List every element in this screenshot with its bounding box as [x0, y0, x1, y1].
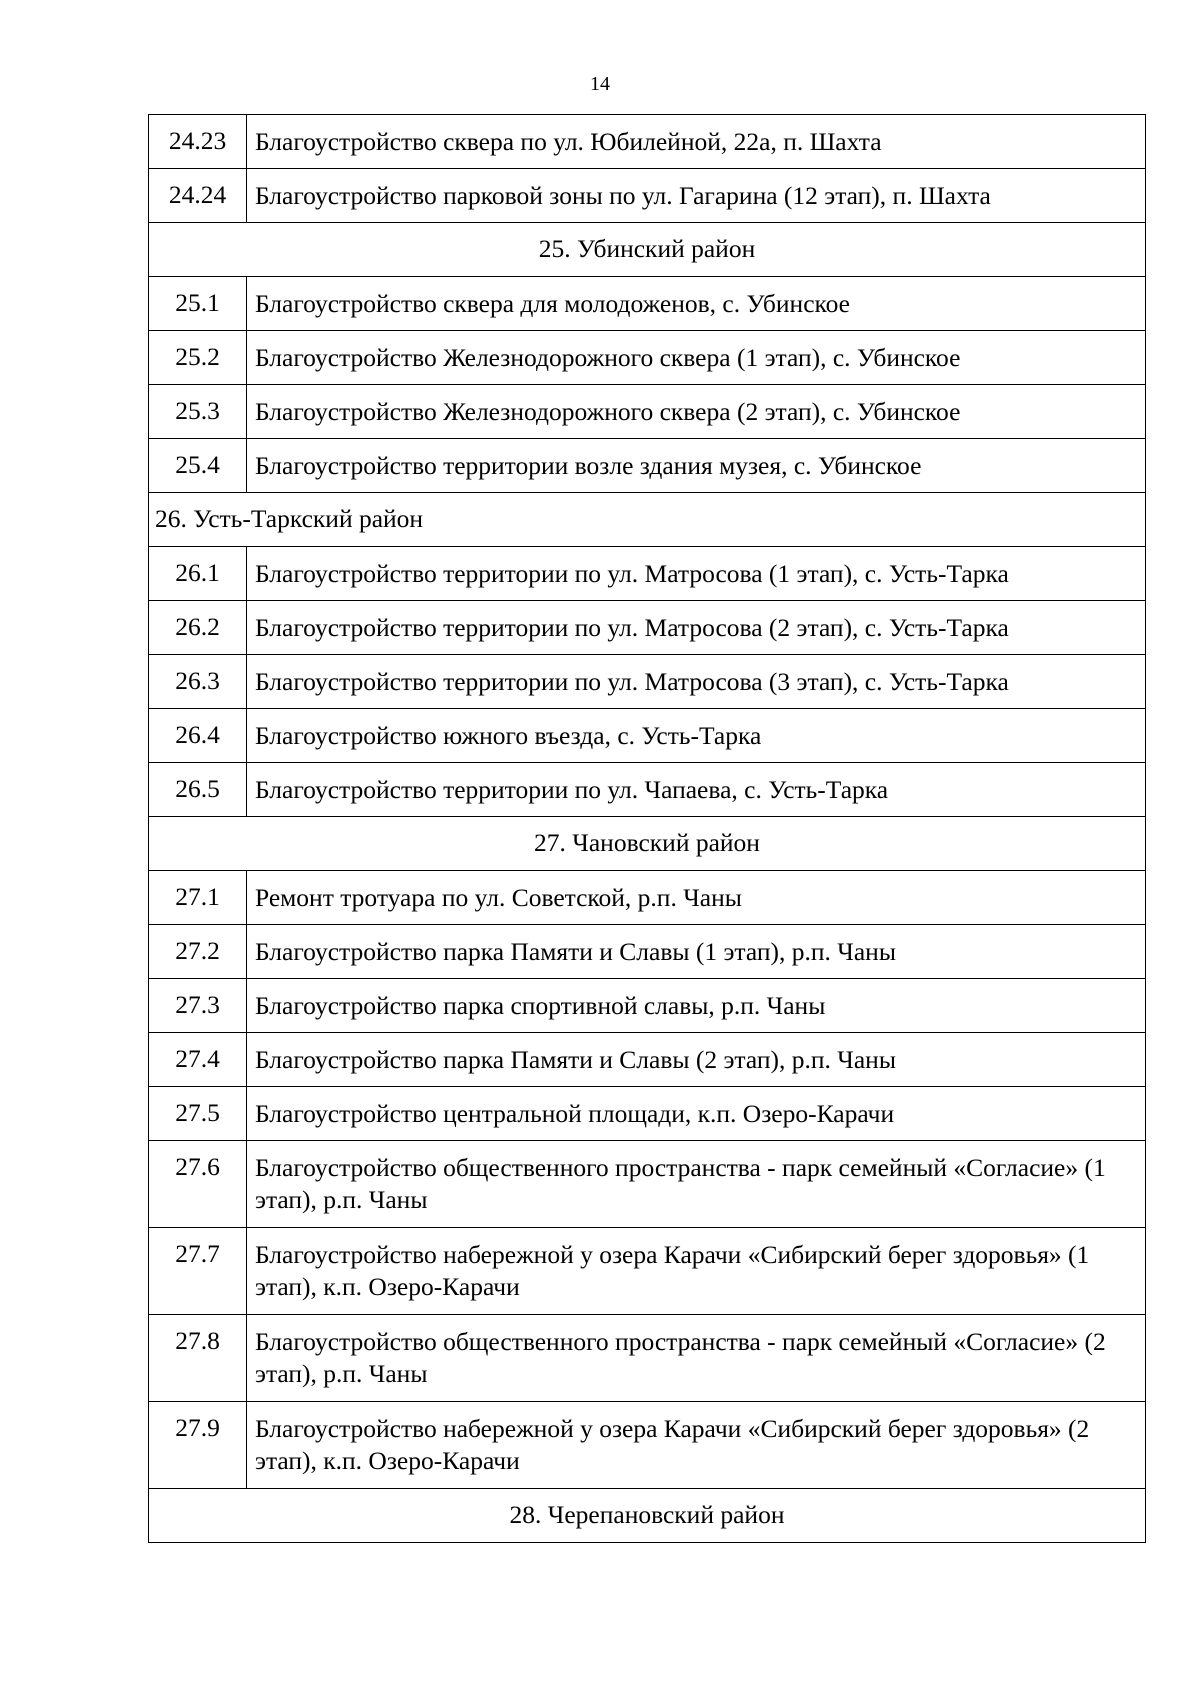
item-description: Благоустройство территории по ул. Матросова (3 этап), с. Усть-Тарка	[247, 655, 1146, 709]
item-description: Благоустройство парка Памяти и Славы (2 этап), р.п. Чаны	[247, 1033, 1146, 1087]
table-row	[149, 601, 1146, 655]
item-number: 27.7	[149, 1228, 247, 1315]
item-number: 27.9	[149, 1402, 247, 1489]
section-title: 28. Черепановский район	[149, 1489, 1146, 1543]
item-number: 27.3	[149, 979, 247, 1033]
table-row	[149, 385, 1146, 439]
item-description: Благоустройство территории по ул. Чапаева, с. Усть-Тарка	[247, 763, 1146, 817]
table-row	[149, 169, 1146, 223]
section-header-row	[149, 223, 1146, 277]
item-description: Благоустройство центральной площади, к.п. Озеро-Карачи	[247, 1087, 1146, 1141]
item-number: 27.1	[149, 871, 247, 925]
item-description: Благоустройство парка Памяти и Славы (1 этап), р.п. Чаны	[247, 925, 1146, 979]
item-number: 26.4	[149, 709, 247, 763]
section-title: 26. Усть-Таркский район	[149, 493, 1146, 547]
item-description: Благоустройство территории возле здания музея, с. Убинское	[247, 439, 1146, 493]
item-number: 27.6	[149, 1141, 247, 1228]
item-description: Благоустройство территории по ул. Матросова (2 этап), с. Усть-Тарка	[247, 601, 1146, 655]
section-title: 25. Убинский район	[149, 223, 1146, 277]
table-row	[149, 1315, 1146, 1402]
table-row	[149, 871, 1146, 925]
table-row	[149, 1087, 1146, 1141]
section-header-row	[149, 493, 1146, 547]
item-description: Благоустройство южного въезда, с. Усть-Тарка	[247, 709, 1146, 763]
item-description: Благоустройство набережной у озера Карачи «Сибирский берег здоровья» (1 этап), к.п. Озеро-Карачи	[247, 1228, 1146, 1315]
table-row	[149, 979, 1146, 1033]
item-number: 24.24	[149, 169, 247, 223]
section-title: 27. Чановский район	[149, 817, 1146, 871]
item-number: 25.3	[149, 385, 247, 439]
item-number: 26.1	[149, 547, 247, 601]
item-description: Благоустройство общественного пространства - парк семейный «Согласие» (2 этап), р.п. Чаны	[247, 1315, 1146, 1402]
table-row	[149, 925, 1146, 979]
table-row	[149, 655, 1146, 709]
item-description: Благоустройство Железнодорожного сквера (1 этап), с. Убинское	[247, 331, 1146, 385]
item-description: Благоустройство сквера для молодоженов, с. Убинское	[247, 277, 1146, 331]
table-row	[149, 277, 1146, 331]
item-description: Благоустройство Железнодорожного сквера (2 этап), с. Убинское	[247, 385, 1146, 439]
table-row	[149, 439, 1146, 493]
item-number: 27.4	[149, 1033, 247, 1087]
item-number: 27.8	[149, 1315, 247, 1402]
table-row	[149, 115, 1146, 169]
item-number: 26.5	[149, 763, 247, 817]
item-number: 25.1	[149, 277, 247, 331]
item-number: 27.5	[149, 1087, 247, 1141]
table-row	[149, 1141, 1146, 1228]
item-description: Благоустройство территории по ул. Матросова (1 этап), с. Усть-Тарка	[247, 547, 1146, 601]
item-description: Благоустройство общественного пространства - парк семейный «Согласие» (1 этап), р.п. Чаны	[247, 1141, 1146, 1228]
page-number: 14	[590, 73, 610, 95]
table-row	[149, 1228, 1146, 1315]
item-description: Благоустройство парковой зоны по ул. Гагарина (12 этап), п. Шахта	[247, 169, 1146, 223]
section-header-row	[149, 1489, 1146, 1543]
table-row	[149, 1402, 1146, 1489]
item-number: 25.2	[149, 331, 247, 385]
item-number: 26.3	[149, 655, 247, 709]
table-row	[149, 763, 1146, 817]
projects-table-body	[149, 115, 1146, 1543]
item-number: 24.23	[149, 115, 247, 169]
table-row	[149, 331, 1146, 385]
section-header-row	[149, 817, 1146, 871]
table-row	[149, 547, 1146, 601]
table-row	[149, 1033, 1146, 1087]
item-number: 27.2	[149, 925, 247, 979]
item-number: 25.4	[149, 439, 247, 493]
item-description: Благоустройство сквера по ул. Юбилейной, 22а, п. Шахта	[247, 115, 1146, 169]
item-description: Благоустройство набережной у озера Карачи «Сибирский берег здоровья» (2 этап), к.п. Озеро-Карачи	[247, 1402, 1146, 1489]
item-number: 26.2	[149, 601, 247, 655]
item-description: Благоустройство парка спортивной славы, р.п. Чаны	[247, 979, 1146, 1033]
projects-table	[148, 114, 1146, 1543]
item-description: Ремонт тротуара по ул. Советской, р.п. Чаны	[247, 871, 1146, 925]
table-row	[149, 709, 1146, 763]
